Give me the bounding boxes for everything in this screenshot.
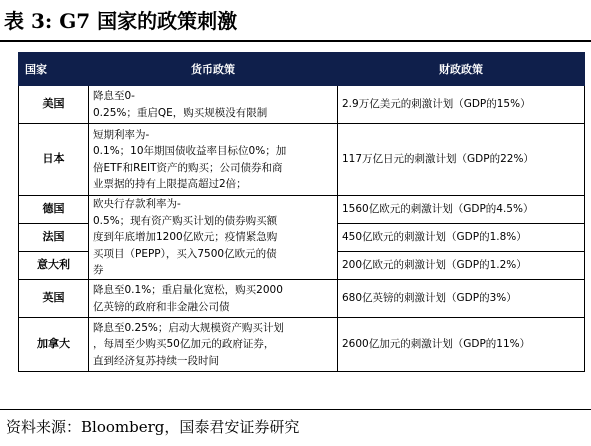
country-cell: 德国 (19, 196, 89, 224)
monetary-cell (89, 86, 338, 124)
fiscal-cell: 200亿欧元的刺激计划（GDP的1.2%） (338, 252, 585, 280)
policy-table (18, 52, 585, 372)
table-row (19, 86, 585, 124)
fiscal-cell: 2.9万亿美元的刺激计划（GDP的15%） (338, 86, 585, 124)
header-fiscal: 财政政策 (338, 53, 585, 86)
monetary-line: 买项目（PEPP），买入7500亿欧元的债 (93, 247, 277, 260)
monetary-cell (89, 124, 338, 196)
table-row (19, 318, 585, 372)
monetary-line: 降息至0.25%；启动大规模资产购买计划 (93, 321, 284, 334)
monetary-cell (89, 280, 338, 318)
source-note: 资料来源：Bloomberg，国泰君安证券研究 (6, 418, 300, 436)
monetary-line: 倍ETF和REIT资产的购买；公司债券和商 (93, 161, 283, 174)
monetary-line: 亿英镑的政府和非金融公司债 (93, 300, 230, 313)
country-cell: 法国 (19, 224, 89, 252)
fiscal-cell: 2600亿加元的刺激计划（GDP的11%） (338, 318, 585, 372)
monetary-line: 券 (93, 264, 104, 277)
country-cell: 日本 (19, 124, 89, 196)
monetary-line: 0.1%；10年期国债收益率目标位0%；加 (93, 145, 287, 157)
country-cell: 意大利 (19, 252, 89, 280)
fiscal-cell: 1560亿欧元的刺激计划（GDP的4.5%） (338, 196, 585, 224)
monetary-line: 业票据的持有上限提高超过2倍； (93, 178, 247, 190)
country-cell: 英国 (19, 280, 89, 318)
fiscal-cell: 450亿欧元的刺激计划（GDP的1.8%） (338, 224, 585, 252)
table-row (19, 124, 585, 196)
fiscal-cell: 117万亿日元的刺激计划（GDP的22%） (338, 124, 585, 196)
monetary-line: 欧央行存款利率为- (93, 198, 181, 211)
country-cell: 加拿大 (19, 318, 89, 372)
fiscal-cell: 680亿英镑的刺激计划（GDP的3%） (338, 280, 585, 318)
monetary-line: 0.25%；重启QE，购买规模没有限制 (93, 106, 268, 119)
country-cell: 美国 (19, 86, 89, 124)
table-row (19, 280, 585, 318)
monetary-cell-euro (89, 196, 338, 280)
monetary-line: 0.5%；现有资产购买计划的债券购买额 (93, 214, 278, 227)
table-row (19, 196, 585, 224)
title-divider (0, 40, 591, 42)
monetary-line: 直到经济复苏持续一段时间 (93, 354, 219, 367)
monetary-cell (89, 318, 338, 372)
table-title: 表 3: G7 国家的政策刺激 (4, 9, 238, 33)
source-divider (0, 409, 591, 410)
header-country: 国家 (19, 53, 89, 86)
monetary-line: 降息至0.1%；重启量化宽松，购买2000 (93, 284, 283, 296)
header-monetary: 货币政策 (89, 53, 338, 86)
monetary-line: 短期利率为- (93, 128, 150, 141)
monetary-line: 降息至0- (93, 90, 135, 102)
monetary-line: ，每周至少购买50亿加元的政府证券， (93, 338, 275, 351)
table-header-row (19, 53, 585, 86)
monetary-line: 度到年底增加1200亿欧元；疫情紧急购 (93, 231, 278, 244)
